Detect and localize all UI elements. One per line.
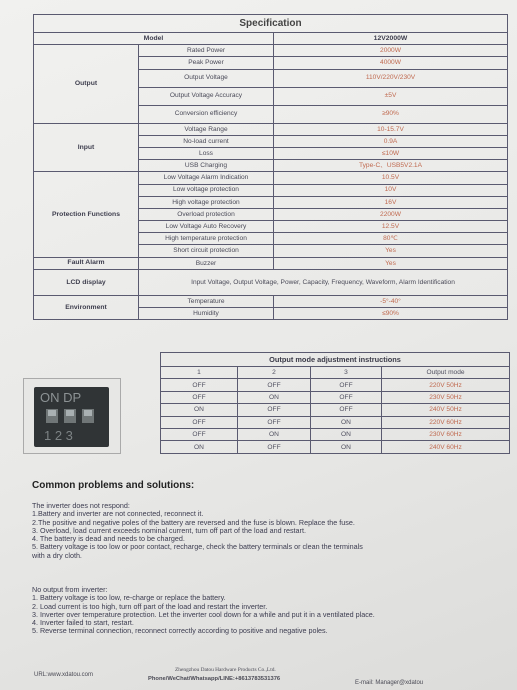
- text-line: 4. The battery is dead and needs to be charged.: [32, 534, 185, 544]
- switch-state: ON: [311, 441, 382, 453]
- spec-value: 2000W: [274, 45, 508, 57]
- output-mode-value: 240V 50Hz: [382, 404, 510, 416]
- model-label: Model: [34, 33, 274, 45]
- spec-value: Yes: [274, 257, 508, 269]
- text-line: 3. Overload, load current exceeds nominal current, turn off part of the load and restart.: [32, 525, 306, 535]
- output-mode-value: 220V 60Hz: [382, 416, 510, 428]
- spec-value: 4000W: [274, 57, 508, 69]
- spec-label: High voltage protection: [139, 196, 274, 208]
- output-mode-value: 230V 60Hz: [382, 428, 510, 440]
- output-group: Output: [34, 45, 139, 123]
- dip-on-label: ON DP: [40, 390, 82, 405]
- dip-switch-illustration: [23, 378, 121, 454]
- spec-label: High temperature protection: [139, 233, 274, 245]
- text-line: The inverter does not respond:: [32, 501, 130, 510]
- text-line: 3. Inverter over temperature protection. Let the inverter cool down for a while and put it in a ventilated place.: [32, 609, 375, 619]
- switch-state: OFF: [311, 379, 382, 391]
- spec-label: Buzzer: [139, 257, 274, 269]
- footer-phone: Phone/WeChat/Whatsapp/LINE:+8613783531376: [148, 676, 281, 682]
- spec-label: Temperature: [139, 295, 274, 307]
- spec-value: Yes: [274, 245, 508, 257]
- spec-label: Low voltage protection: [139, 184, 274, 196]
- spec-title: Specification: [34, 15, 508, 33]
- switch-state: OFF: [311, 404, 382, 416]
- dip-switch-2: [64, 409, 76, 423]
- col-header: 2: [238, 367, 311, 379]
- spec-value: 80℃: [274, 233, 508, 245]
- spec-value: 16V: [274, 196, 508, 208]
- text-line: 5. Battery voltage is too low or poor contact, recharge, check the battery terminals or clean the terminals: [32, 542, 363, 552]
- spec-label: Humidity: [139, 308, 274, 320]
- spec-label: Low Voltage Auto Recovery: [139, 221, 274, 233]
- output-mode-value: 240V 60Hz: [382, 441, 510, 453]
- spec-value: Type-C、USB5V2.1A: [274, 160, 508, 172]
- spec-value: 110V/220V/230V: [274, 69, 508, 87]
- spec-value: ≤90%: [274, 308, 508, 320]
- spec-label: Rated Power: [139, 45, 274, 57]
- spec-value: 10.5V: [274, 172, 508, 184]
- spec-value: 12.5V: [274, 221, 508, 233]
- lcd-group: LCD display: [34, 269, 139, 295]
- spec-value: 10-15.7V: [274, 123, 508, 135]
- spec-label: Output Voltage: [139, 69, 274, 87]
- spec-label: Low Voltage Alarm Indication: [139, 172, 274, 184]
- spec-label: Loss: [139, 147, 274, 159]
- spec-label: Short circuit protection: [139, 245, 274, 257]
- dip-switch-3: [82, 409, 94, 423]
- fault-alarm-group: Fault Alarm: [34, 257, 139, 269]
- switch-state: OFF: [238, 416, 311, 428]
- text-line: 1. Battery voltage is too low, re-charge or replace the battery.: [32, 593, 226, 603]
- spec-value: ≥90%: [274, 105, 508, 123]
- switch-state: ON: [238, 391, 311, 403]
- switch-state: OFF: [238, 441, 311, 453]
- spec-label: Output Voltage Accuracy: [139, 87, 274, 105]
- output-mode-title: Output mode adjustment instructions: [161, 353, 510, 367]
- spec-label: USB Charging: [139, 160, 274, 172]
- dip-switch-block: [34, 387, 109, 447]
- switch-state: ON: [311, 428, 382, 440]
- no-output-block: [32, 586, 487, 636]
- output-mode-value: 230V 50Hz: [382, 391, 510, 403]
- spec-value: 2200W: [274, 208, 508, 220]
- switch-state: OFF: [161, 379, 238, 391]
- spec-label: No-load current: [139, 135, 274, 147]
- specification-table: [33, 14, 508, 320]
- spec-value: -5°-40°: [274, 295, 508, 307]
- protection-group: Protection Functions: [34, 172, 139, 257]
- dip-switch-1: [46, 409, 58, 423]
- lcd-value: Input Voltage, Output Voltage, Power, Capacity, Frequency, Waveform, Alarm Identification: [139, 269, 508, 295]
- switch-state: OFF: [161, 416, 238, 428]
- switch-state: OFF: [311, 391, 382, 403]
- text-line: 2. Load current is too high, turn off part of the load and restart the inverter.: [32, 601, 268, 611]
- switch-state: ON: [161, 441, 238, 453]
- text-line: 1.Battery and inverter are not connected, reconnect it.: [32, 509, 204, 519]
- environment-group: Environment: [34, 295, 139, 319]
- col-header: Output mode: [382, 367, 510, 379]
- no-response-block: [32, 502, 487, 560]
- col-header: 3: [311, 367, 382, 379]
- model-value: 12V2000W: [274, 33, 508, 45]
- problems-heading: Common problems and solutions:: [32, 480, 195, 491]
- spec-label: Peak Power: [139, 57, 274, 69]
- switch-state: OFF: [161, 391, 238, 403]
- footer-url: URL:www.xdatou.com: [34, 672, 94, 678]
- spec-label: Voltage Range: [139, 123, 274, 135]
- switch-state: ON: [311, 416, 382, 428]
- footer-email: E-mail: Manager@xdatou: [355, 680, 424, 686]
- col-header: 1: [161, 367, 238, 379]
- switch-state: OFF: [238, 404, 311, 416]
- switch-state: OFF: [238, 379, 311, 391]
- spec-label: Overload protection: [139, 208, 274, 220]
- switch-state: ON: [161, 404, 238, 416]
- footer-company: Zhengzhou Datou Hardware Products Co.,Ltd.: [175, 667, 276, 673]
- spec-value: 10V: [274, 184, 508, 196]
- text-line: No output from inverter:: [32, 585, 108, 594]
- dip-numbers: 1 2 3: [44, 428, 73, 443]
- spec-value: ≤10W: [274, 147, 508, 159]
- spec-label: Conversion efficiency: [139, 105, 274, 123]
- switch-state: OFF: [161, 428, 238, 440]
- spec-value: 0.9A: [274, 135, 508, 147]
- input-group: Input: [34, 123, 139, 172]
- spec-value: ±5V: [274, 87, 508, 105]
- text-line: 4. Inverter failed to start, restart.: [32, 618, 134, 628]
- text-line: 5. Reverse terminal connection, reconnect correctly according to positive and negative poles.: [32, 626, 328, 636]
- text-line: 2.The positive and negative poles of the battery are reversed and the fuse is blown. Replace the fuse.: [32, 517, 355, 527]
- switch-state: ON: [238, 428, 311, 440]
- text-line: with a dry cloth.: [32, 550, 82, 560]
- output-mode-value: 220V 50Hz: [382, 379, 510, 391]
